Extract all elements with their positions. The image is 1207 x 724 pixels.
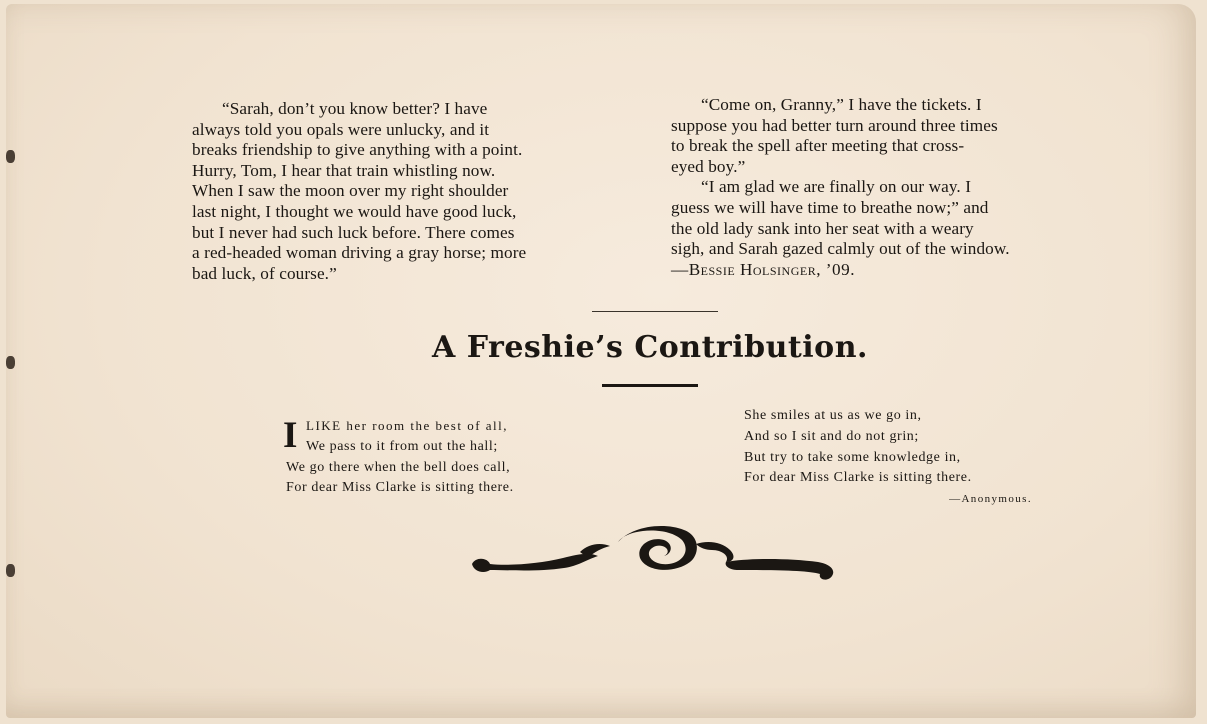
divider-rule-bottom xyxy=(602,384,698,387)
story-line: suppose you had better turn around three times xyxy=(671,115,998,135)
binding-hole xyxy=(6,150,15,163)
binding-hole xyxy=(6,564,15,577)
poem-line: LIKE her room the best of all, xyxy=(306,418,509,433)
story-line: last night, I thought we would have good luck, xyxy=(192,201,517,221)
book-page xyxy=(6,4,1196,718)
poem-line: For dear Miss Clarke is sitting there. xyxy=(744,470,972,486)
binding-hole xyxy=(6,356,15,369)
story-line: breaks friendship to give anything with a point. xyxy=(192,140,523,160)
section-heading: A Freshie’s Contribution. xyxy=(432,330,868,365)
story-line: “Sarah, don’t you know better? I have xyxy=(222,99,488,118)
poem-signature: —Anonymous. xyxy=(949,493,1032,506)
poem-line: And so I sit and do not grin; xyxy=(744,428,919,444)
poem-line: But try to take some knowledge in, xyxy=(744,449,961,465)
poem-right-stanza xyxy=(744,406,1044,510)
story-line: “I am glad we are finally on our way. I xyxy=(701,177,972,197)
story-right-column xyxy=(671,95,1089,280)
poem-line: We go there when the bell does call, xyxy=(286,459,511,475)
poem-line: We pass to it from out the hall; xyxy=(306,438,498,454)
story-line: sigh, and Sarah gazed calmly out of the window. xyxy=(671,239,1010,259)
divider-rule-top xyxy=(592,311,718,312)
story-line: but I never had such luck before. There comes xyxy=(192,222,515,242)
drop-cap: I xyxy=(283,415,298,456)
story-signature: —Bessie Holsinger, ’09. xyxy=(671,259,855,279)
poem-line: For dear Miss Clarke is sitting there. xyxy=(286,480,514,496)
story-line: always told you opals were unlucky, and it xyxy=(192,119,490,139)
story-line: the old lady sank into her seat with a weary xyxy=(671,218,974,238)
story-line: “Come on, Granny,” I have the tickets. I xyxy=(701,95,982,114)
story-line: bad luck, of course.” xyxy=(192,263,337,283)
story-line: to break the spell after meeting that cross- xyxy=(671,136,965,156)
story-line: guess we will have time to breathe now;” and xyxy=(671,197,989,217)
story-line: When I saw the moon over my right shoulder xyxy=(192,181,509,201)
story-line: eyed boy.” xyxy=(671,156,746,176)
story-left-column xyxy=(192,99,628,284)
poem-line: She smiles at us as we go in, xyxy=(744,408,922,423)
scroll-ornament-icon xyxy=(468,522,838,584)
story-line: a red-headed woman driving a gray horse; more xyxy=(192,243,527,263)
poem-left-stanza xyxy=(283,415,586,499)
story-line: Hurry, Tom, I hear that train whistling now. xyxy=(192,160,496,180)
